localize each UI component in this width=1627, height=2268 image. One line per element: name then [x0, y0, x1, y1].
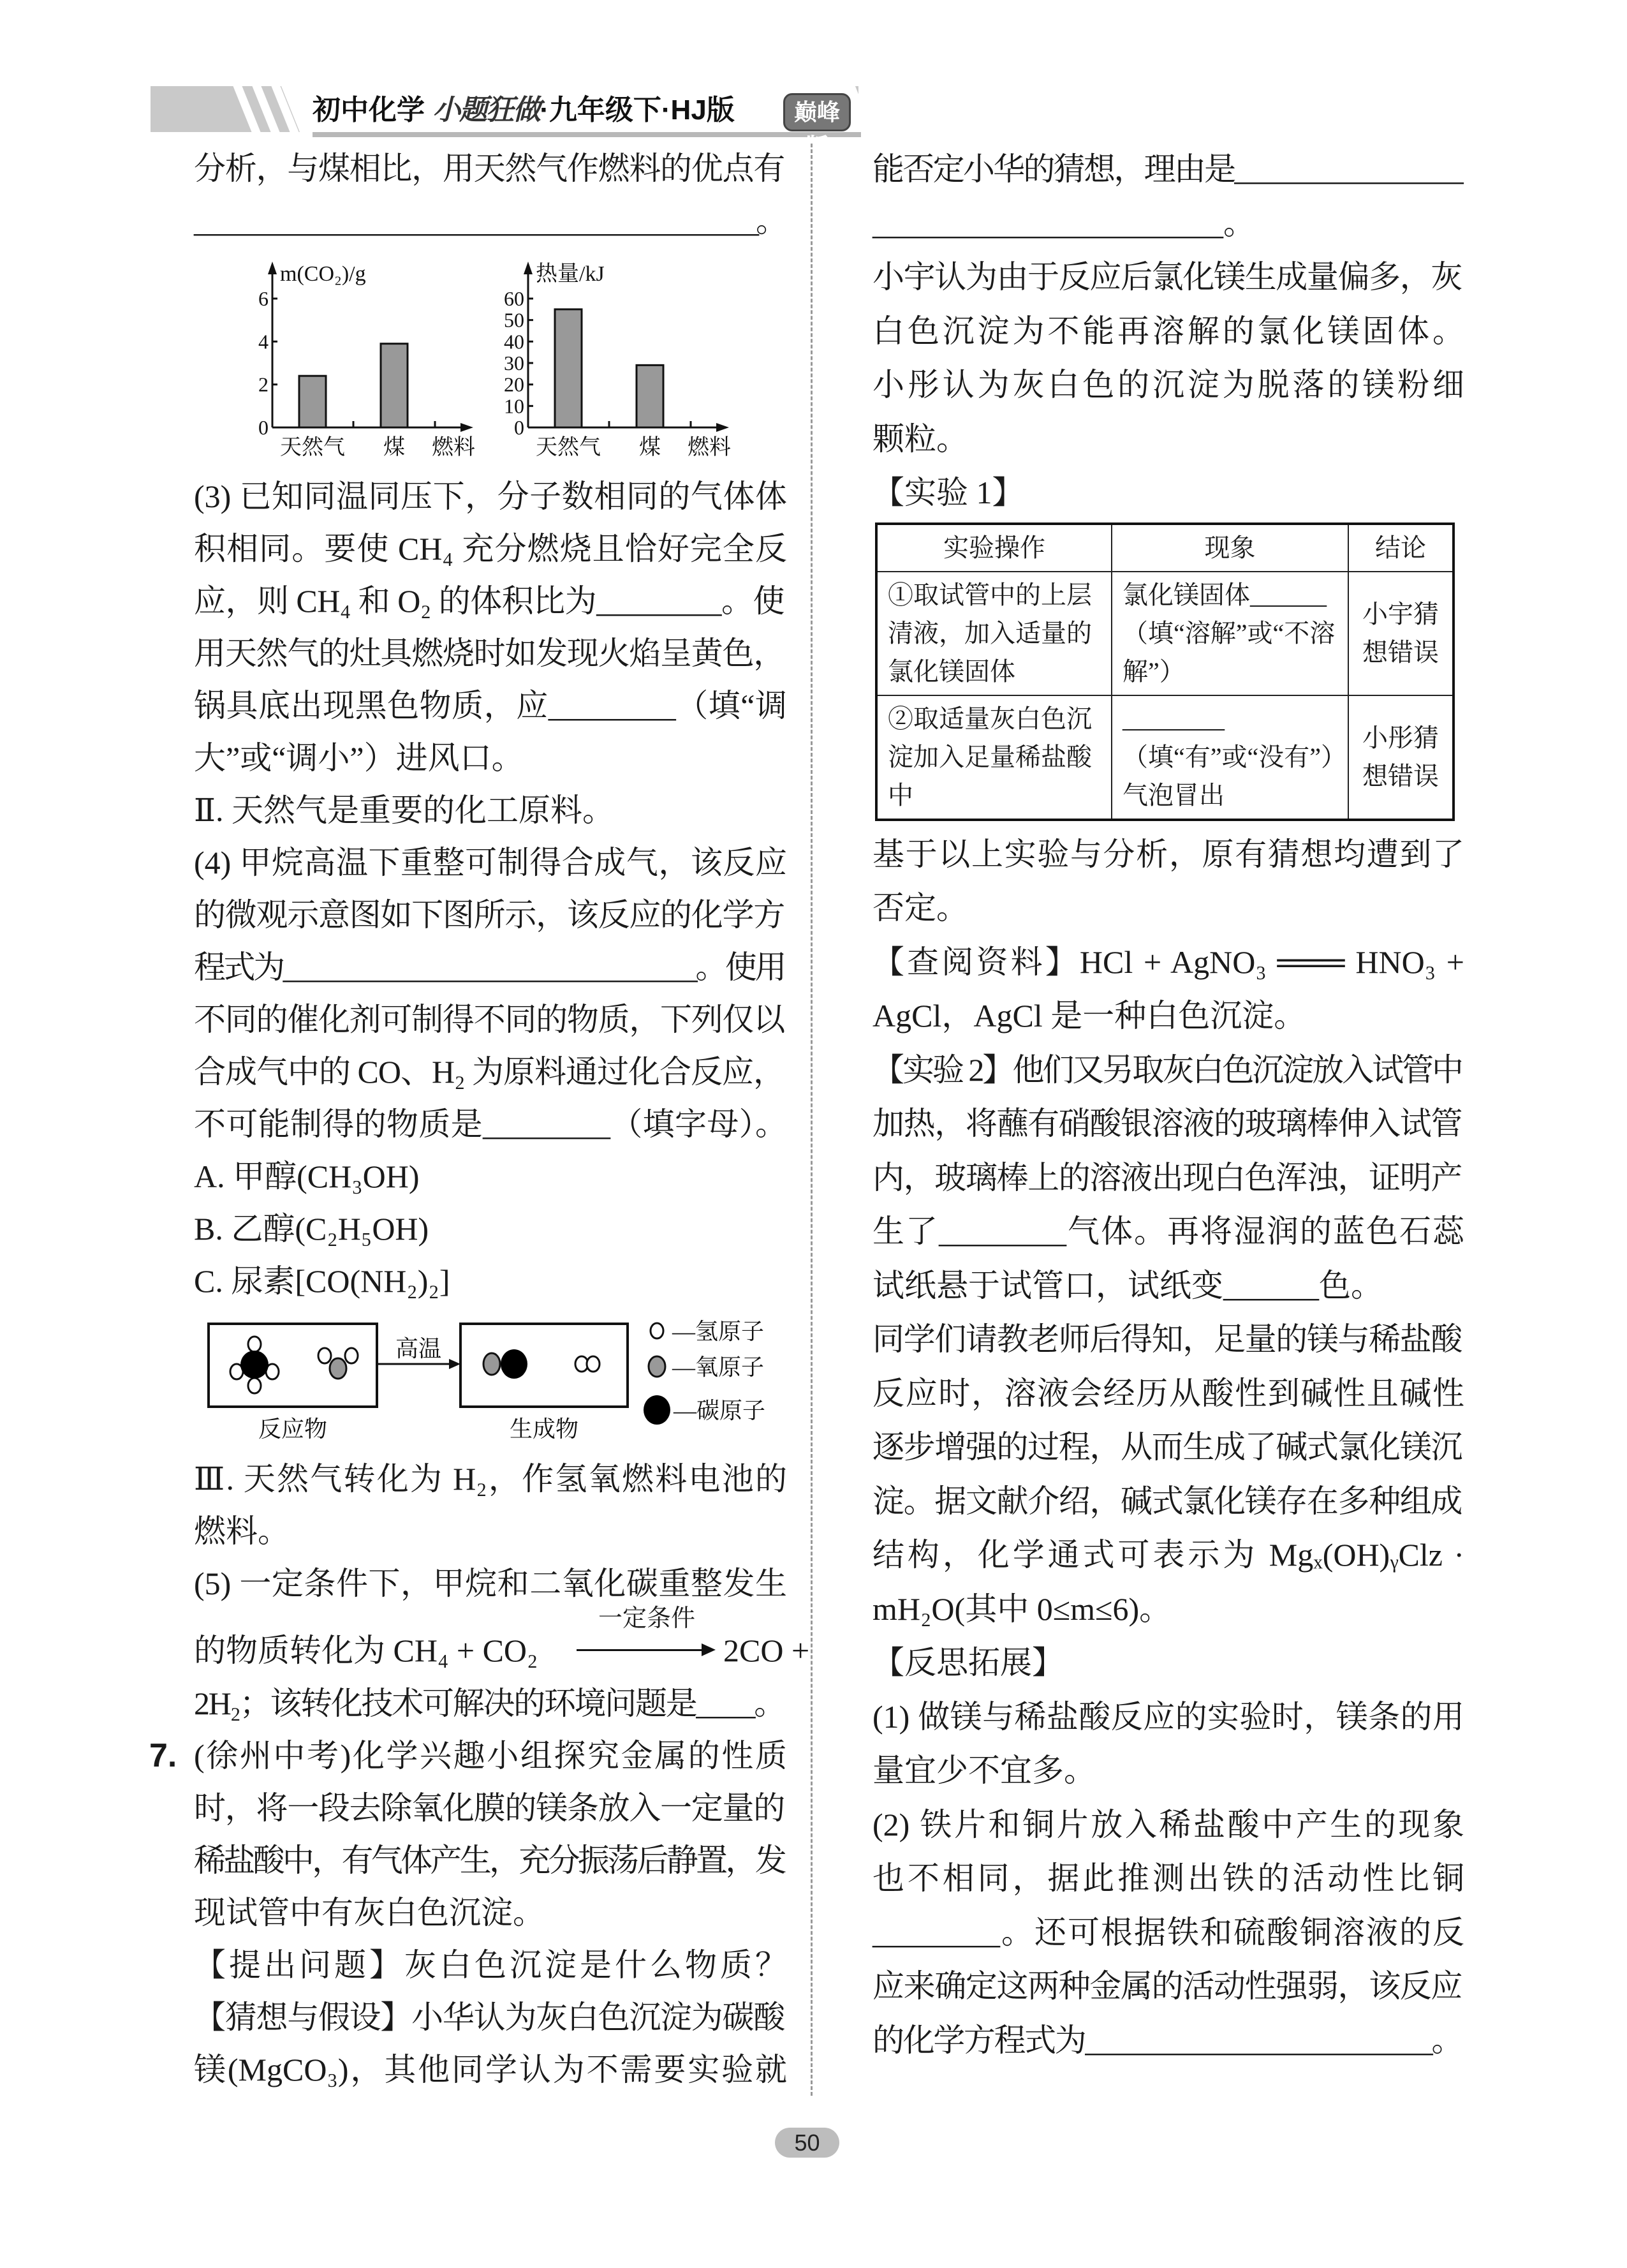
- book-brand-logo: 小题狂做: [432, 94, 540, 126]
- text-line: 【提出问题】灰白色沉淀是什么物质？: [194, 1947, 787, 1983]
- text-line: 小彤认为灰白色的沉淀为脱落的镁粉细: [872, 367, 1464, 403]
- y-tick-label: 6: [258, 287, 269, 310]
- text-line: 大”或“调小”）进风口。: [194, 740, 524, 776]
- equation-reactants: 的物质转化为 CH₄ + CO₂: [194, 1633, 538, 1668]
- column-divider: [811, 144, 813, 2096]
- experiment-table-area: [872, 520, 1464, 827]
- equation-products: 2CO +: [723, 1633, 810, 1668]
- book-subject: 初中化学: [313, 94, 425, 126]
- category-label: 煤: [639, 436, 661, 459]
- text-line: 也不相同，据此推测出铁的活动性比铜: [872, 1860, 1464, 1896]
- text-line: 镁(MgCO₃)，其他同学认为不需要实验就: [194, 2052, 787, 2087]
- right-column: [872, 142, 1464, 2067]
- table-cell: 小彤猜想错误: [1348, 695, 1454, 820]
- category-label: 天然气: [280, 436, 345, 459]
- text-line: 颗粒。: [872, 420, 968, 457]
- text-line: 时，将一段去除氧化膜的镁条放入一定量的: [194, 1790, 784, 1826]
- table-header: 结论: [1348, 524, 1454, 572]
- text-line: C. 尿素[CO(NH₂)₂]: [194, 1263, 450, 1299]
- y-tick-label: 30: [504, 352, 524, 374]
- text-line-with-blank: 试纸悬于试管口，试纸变______色。: [872, 1267, 1383, 1303]
- text-line: 结构，化学通式可表示为 Mgₓ(OH)ᵧClz ·: [872, 1537, 1464, 1573]
- equation-condition: 一定条件: [598, 1605, 695, 1632]
- text-line-with-blank: 的化学方程式为________________________。: [872, 2022, 1462, 2058]
- text-line-with-blank: 生了________气体。再将湿润的蓝色石蕊: [872, 1213, 1464, 1249]
- text-line: 合成气中的 CO、H₂ 为原料通过化合反应，: [194, 1054, 784, 1090]
- legend-label: —氢原子: [672, 1319, 765, 1344]
- text-line: 积相同。要使 CH₄ 充分燃烧且恰好完全反: [194, 531, 787, 567]
- text-line: 同学们请教老师后得知，足量的镁与稀盐酸: [872, 1321, 1462, 1357]
- text-line: 加热，将蘸有硝酸银溶液的玻璃棒伸入试管: [872, 1106, 1462, 1141]
- table-cell: ________（填“有”或“没有”）气泡冒出: [1112, 695, 1348, 820]
- table-header: 现象: [1112, 524, 1348, 572]
- products-label: 生成物: [509, 1416, 579, 1442]
- table-cell: 小宇猜想错误: [1348, 572, 1454, 695]
- text-line-with-blank: ______________________。: [872, 205, 1255, 241]
- category-label: 煤: [383, 436, 405, 459]
- table-header-row: [876, 524, 1454, 572]
- text-line-with-blank: 锅具底出现黑色物质，应________（填“调: [194, 688, 787, 723]
- text-block: [194, 142, 787, 247]
- text-line-with-blank: 不可能制得的物质是________（填字母）。: [194, 1106, 787, 1142]
- question-number: 7.: [149, 1737, 177, 1774]
- chemical-equation-line: [194, 1605, 810, 1677]
- y-tick-label: 10: [504, 394, 524, 418]
- text-block: [194, 1453, 787, 1610]
- text-line: 淀。据文献介绍，碱式氯化镁存在多种组成: [872, 1483, 1462, 1519]
- text-block: [194, 1730, 787, 2096]
- y-tick-label: 50: [504, 308, 524, 332]
- reactants-label: 反应物: [258, 1416, 328, 1442]
- text-line: mH₂O(其中 0≤m≤6)。: [872, 1590, 1172, 1627]
- text-line: (徐州中考)化学兴趣小组探究金属的性质: [194, 1738, 787, 1774]
- text-line: 内，玻璃棒上的溶液出现白色浑浊，证明产: [872, 1159, 1462, 1196]
- category-label: 天然气: [536, 436, 601, 459]
- table-row: [876, 695, 1454, 820]
- y-tick-label: 0: [258, 416, 269, 439]
- legend-label: —氧原子: [672, 1354, 765, 1380]
- text-line: 现试管中有灰白色沉淀。: [194, 1895, 545, 1931]
- table-row: [876, 572, 1454, 695]
- text-block: [872, 142, 1464, 520]
- text-line-with-blank: ________。还可根据铁和硫酸铜溶液的反: [872, 1914, 1464, 1950]
- experiment-table: [875, 523, 1455, 821]
- table-cell: ②取适量灰白色沉淀加入足量稀盐酸中: [876, 695, 1112, 820]
- text-line: 【实验 2】他们又另取灰白色沉淀放入试管中: [872, 1051, 1462, 1088]
- header-underline: [313, 132, 861, 137]
- text-line: (2) 铁片和铜片放入稀盐酸中产生的现象: [872, 1806, 1464, 1842]
- x-axis-label: 燃料: [432, 436, 475, 459]
- text-line: 用天然气的灶具燃烧时如发现火焰呈黄色，: [194, 635, 784, 671]
- y-tick-label: 0: [514, 416, 524, 439]
- book-grade: ·九年级下·HJ版: [540, 94, 735, 126]
- text-block: [872, 827, 1464, 2068]
- text-line: 应来确定这两种金属的活动性强弱，该反应: [872, 1968, 1462, 2004]
- text-line: 小宇认为由于反应后氯化镁生成量偏多，灰: [872, 259, 1462, 295]
- text-line: 【实验 1】: [872, 475, 1024, 510]
- text-line: 不同的催化剂可制得不同的物质，下列仅以: [194, 1002, 784, 1037]
- page-number: 50: [775, 2128, 839, 2158]
- text-block: [194, 1677, 787, 1730]
- edition-badge: 巅峰版: [783, 93, 851, 131]
- text-line: 逐步增强的过程，从而生成了碱式氯化镁沉: [872, 1429, 1462, 1465]
- x-axis-label: 燃料: [688, 436, 731, 459]
- left-column: [149, 142, 810, 2096]
- reaction-condition: 高温: [395, 1336, 442, 1361]
- y-tick-label: 20: [504, 373, 524, 396]
- text-line: Ⅱ. 天然气是重要的化工原料。: [194, 792, 614, 828]
- text-line: 稀盐酸中，有气体产生，充分振荡后静置，发: [194, 1842, 784, 1878]
- text-line: (4) 甲烷高温下重整可制得合成气，该反应: [194, 845, 787, 880]
- diagram-area: [194, 1307, 787, 1453]
- text-line: 分析，与煤相比，用天然气作燃料的优点有: [194, 151, 784, 186]
- charts-area: [194, 247, 787, 470]
- text-line-with-blank: 程式为______________________________。使用: [194, 949, 784, 985]
- text-line: 的微观示意图如下图所示，该反应的化学方: [194, 897, 784, 933]
- text-line: 基于以上实验与分析，原有猜想均遭到了: [872, 836, 1464, 872]
- text-line: (3) 已知同温同压下，分子数相同的气体体: [194, 478, 787, 514]
- text-line: 【反思拓展】: [872, 1645, 1064, 1680]
- text-line-with-blank: 2H₂；该转化技术可解决的环境问题是____。: [194, 1686, 784, 1721]
- text-line: (1) 做镁与稀盐酸反应的实验时，镁条的用: [872, 1698, 1464, 1735]
- table-header: 实验操作: [876, 524, 1112, 572]
- text-line: 量宜少不宜多。: [872, 1753, 1096, 1788]
- book-title: [313, 89, 735, 131]
- table-cell: 氯化镁固体______（填“溶解”或“不溶解”）: [1112, 572, 1348, 695]
- y-axis-label: 热量/kJ: [536, 262, 605, 286]
- text-line: 燃料。: [194, 1513, 290, 1549]
- legend-label: —碳原子: [674, 1398, 766, 1423]
- text-line: A. 甲醇(CH₃OH): [194, 1159, 420, 1194]
- text-line-with-blank: 能否定小华的猜想，理由是________________: [872, 151, 1462, 187]
- text-line: 否定。: [872, 890, 968, 926]
- text-line: Ⅲ. 天然气转化为 H₂，作氢氧燃料电池的: [194, 1461, 787, 1497]
- text-block: [194, 470, 787, 1307]
- text-line: 【猜想与假设】小华认为灰白色沉淀为碳酸: [194, 1999, 784, 2035]
- text-line: 【查阅资料】HCl + AgNO₃ ═══ HNO₃ +: [872, 944, 1464, 980]
- y-tick-label: 60: [504, 287, 524, 310]
- reaction-arrow-icon: [577, 1649, 710, 1651]
- text-line: (5) 一定条件下，甲烷和二氧化碳重整发生: [194, 1566, 787, 1601]
- question-7: [149, 1730, 787, 2096]
- text-line: 白色沉淀为不能再溶解的氯化镁固体。: [872, 313, 1464, 349]
- y-axis-label: m(CO₂)/g: [280, 262, 366, 286]
- y-tick-label: 40: [504, 330, 524, 353]
- text-line: B. 乙醇(C₂H₅OH): [194, 1211, 429, 1247]
- text-line: AgCl，AgCl 是一种白色沉淀。: [872, 998, 1306, 1034]
- text-line-with-blank: ____________________________________________。: [194, 203, 785, 239]
- text-line-with-blank: 应，则 CH₄ 和 O₂ 的体积比为________。使: [194, 583, 784, 619]
- text-line: 反应时，溶液会经历从酸性到碱性且碱性: [872, 1375, 1464, 1411]
- y-tick-label: 2: [258, 373, 269, 396]
- table-cell: ①取试管中的上层清液，加入适量的氯化镁固体: [876, 572, 1112, 695]
- y-tick-label: 4: [258, 330, 269, 353]
